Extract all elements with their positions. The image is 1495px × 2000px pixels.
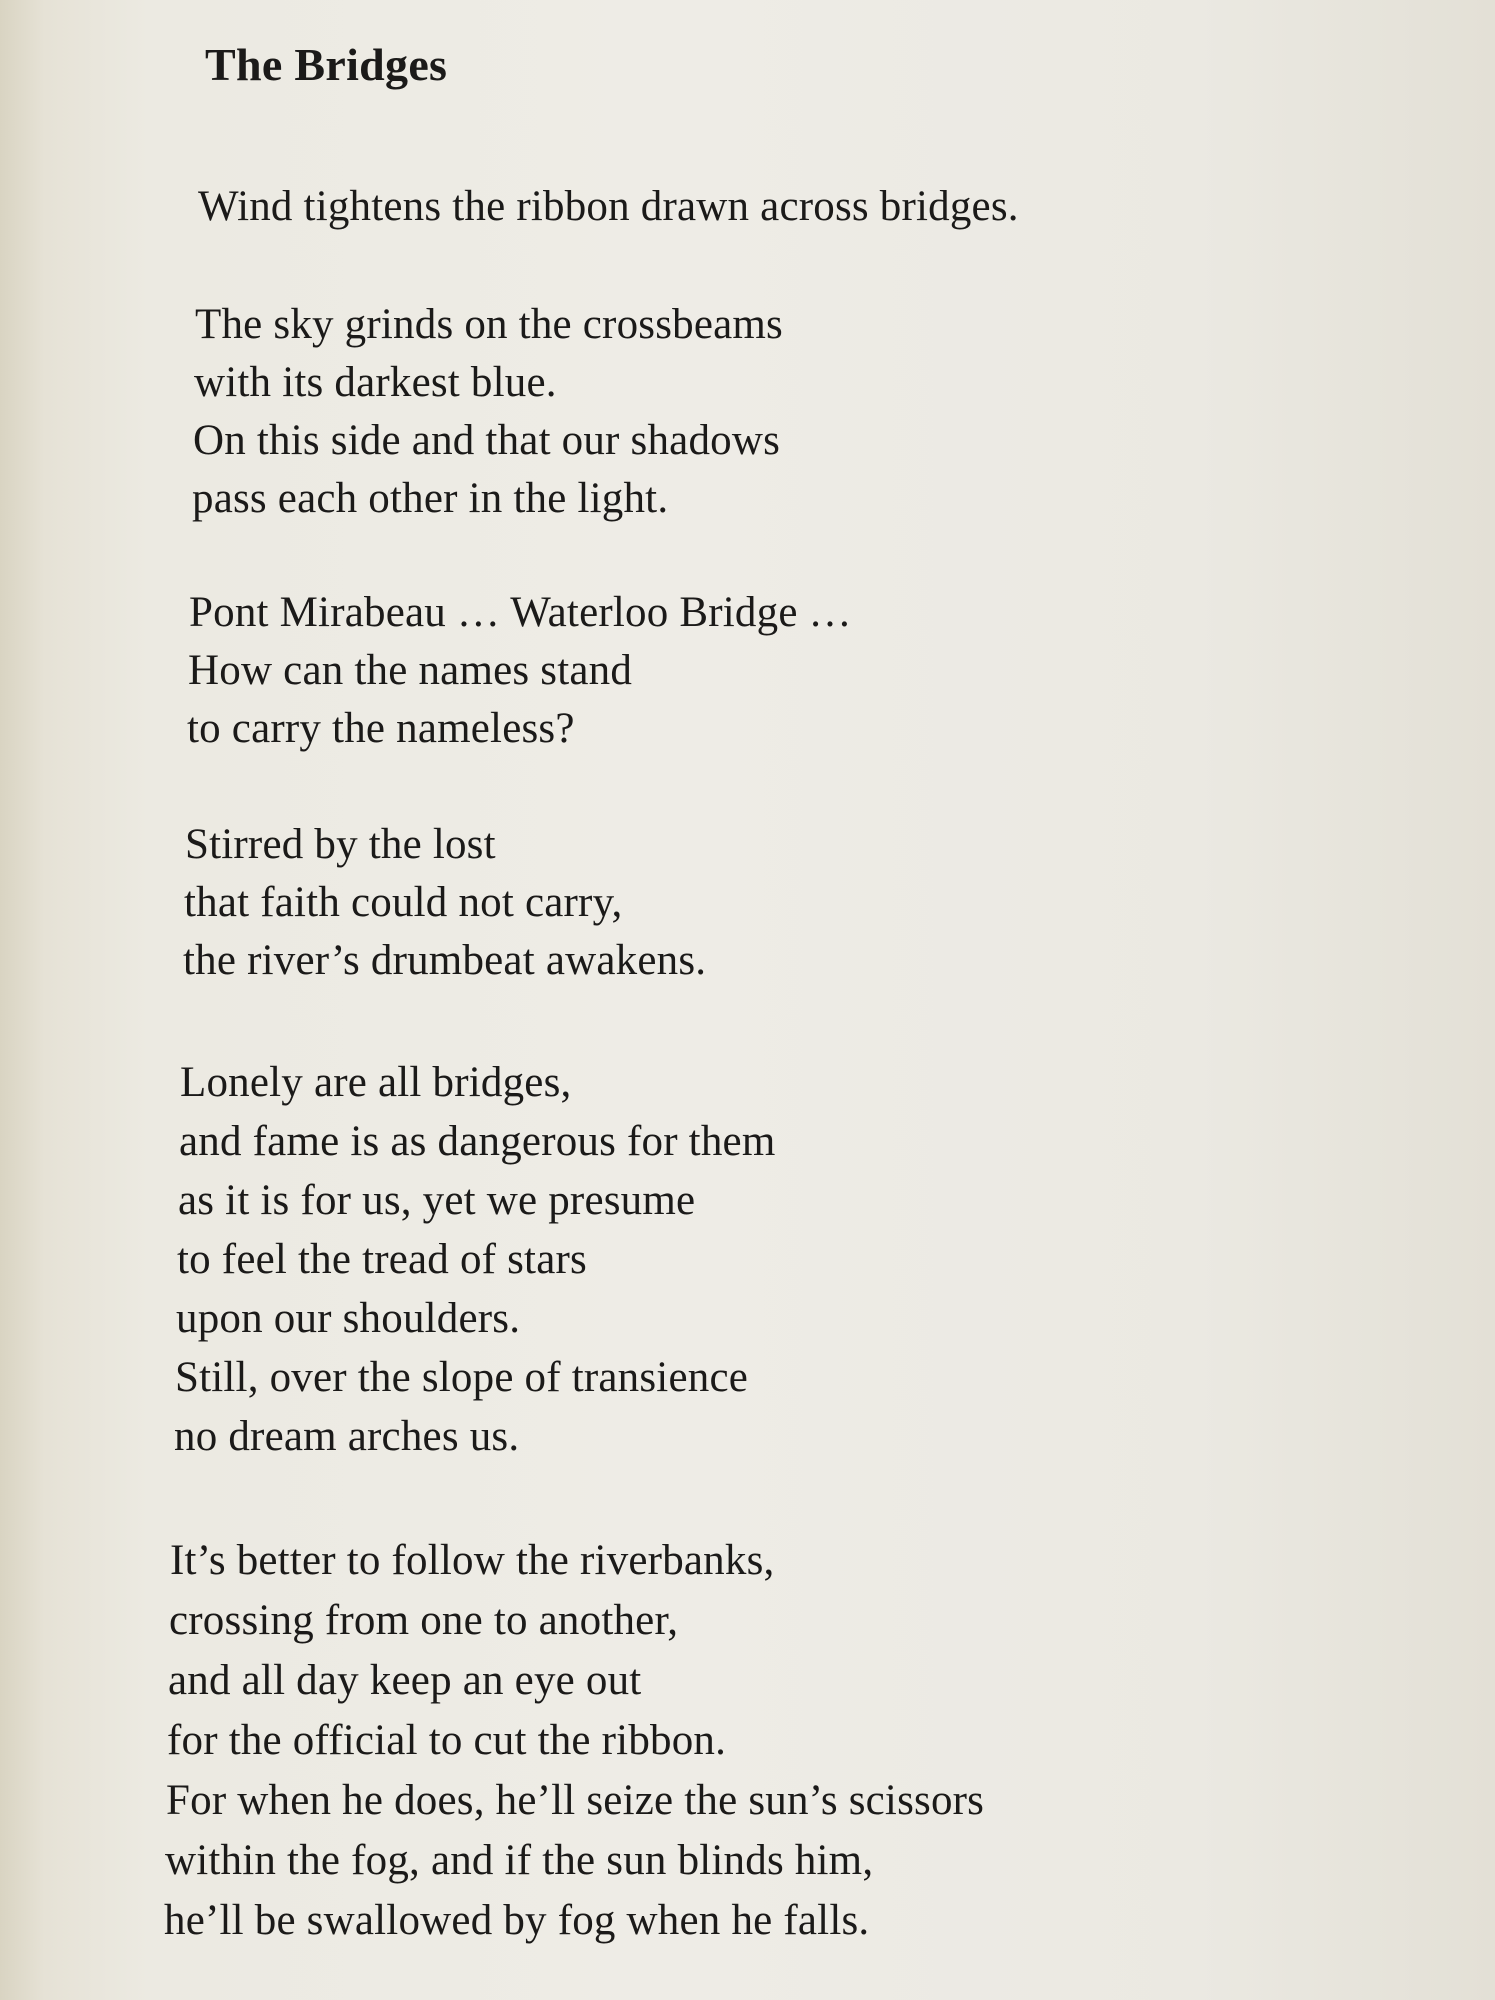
poem-line: For when he does, he’ll seize the sun’s scissors [166, 1777, 985, 1824]
poem-line: It’s better to follow the riverbanks, [170, 1537, 775, 1584]
poem-line: he’ll be swallowed by fog when he falls. [164, 1897, 870, 1944]
poem-line: The sky grinds on the crossbeams [195, 301, 783, 348]
poem-line: crossing from one to another, [169, 1597, 679, 1644]
poem-line: the river’s drumbeat awakens. [183, 937, 707, 984]
poem-line: to feel the tread of stars [177, 1236, 587, 1283]
poem-line: How can the names stand [188, 647, 633, 694]
poem-line: pass each other in the light. [192, 475, 669, 522]
poem-title: The Bridges [205, 39, 448, 90]
poem-line: upon our shoulders. [176, 1295, 521, 1342]
poem-line: with its darkest blue. [194, 359, 557, 406]
poem-line: no dream arches us. [174, 1413, 520, 1460]
poem-line: and all day keep an eye out [168, 1657, 642, 1704]
poem-line: Wind tightens the ribbon drawn across bridges. [198, 183, 1019, 230]
poem-line: Lonely are all bridges, [180, 1059, 572, 1106]
poem-line: to carry the nameless? [187, 705, 575, 752]
poem-line: for the official to cut the ribbon. [167, 1717, 727, 1764]
poem-line: Pont Mirabeau … Waterloo Bridge … [189, 589, 852, 636]
poem-line: Stirred by the lost [185, 821, 496, 868]
poem-line: as it is for us, yet we presume [178, 1177, 696, 1224]
poem-line: within the fog, and if the sun blinds him, [165, 1837, 874, 1884]
poem-line: Still, over the slope of transience [175, 1354, 749, 1401]
poem-line: and fame is as dangerous for them [179, 1118, 776, 1165]
poem-line: On this side and that our shadows [193, 417, 781, 464]
poem-line: that faith could not carry, [184, 879, 623, 926]
